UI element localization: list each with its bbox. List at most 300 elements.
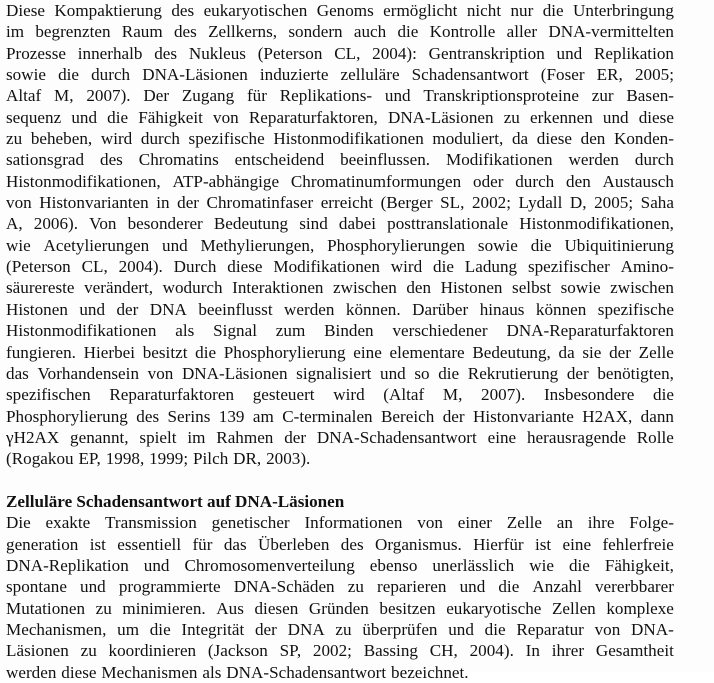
text-line — [6, 384, 674, 405]
text-line — [6, 43, 674, 64]
text-line — [6, 576, 674, 597]
word: minimieren. — [122, 598, 206, 618]
word: 2007). — [86, 86, 131, 106]
word: Schadensantwort — [411, 65, 529, 85]
word: von — [6, 193, 32, 213]
word: besitzen — [379, 598, 436, 618]
word: (Foser — [540, 65, 585, 85]
word: DR, — [233, 449, 262, 469]
word: posttranslationale — [387, 214, 509, 234]
word: A, — [6, 214, 23, 234]
text-line — [6, 534, 674, 555]
word: diese — [536, 129, 572, 149]
word: Acetylierungen — [43, 235, 150, 255]
word: 1998, — [105, 449, 145, 469]
word: eukaryotische — [446, 598, 542, 618]
word: Altaf — [6, 86, 42, 106]
word: Zugang — [181, 86, 235, 106]
word: die — [568, 555, 590, 575]
word: Histonmodifikationen — [273, 129, 424, 149]
word: Chromatinumformungen — [290, 171, 462, 191]
word: generation — [6, 534, 79, 554]
word: Kontrolle — [429, 22, 496, 42]
text-line — [6, 512, 674, 533]
word: ihre — [587, 513, 615, 533]
word: Lydall — [518, 193, 563, 213]
word: Reparaturfaktoren — [109, 385, 235, 405]
text-line — [6, 363, 674, 384]
word: DNA-vermittelten — [548, 22, 674, 42]
word: 2004). — [118, 257, 163, 277]
word: Histonmodifikationen, — [6, 171, 161, 191]
word: Ladung — [464, 257, 518, 277]
text-line — [6, 256, 674, 277]
word: als — [202, 662, 222, 682]
word: Insbesondere — [543, 385, 635, 405]
word: zu — [95, 598, 112, 618]
word: (Peterson — [257, 43, 323, 63]
word: Replikation — [594, 43, 674, 63]
word: Bassing — [363, 641, 418, 661]
word: Unterbringung — [573, 1, 674, 20]
word: an — [556, 513, 573, 533]
word: und — [459, 577, 486, 597]
word: die — [58, 65, 80, 85]
word: DNA — [149, 299, 187, 319]
word: Pilch — [193, 449, 229, 469]
word: Phosphorylierungen — [327, 235, 466, 255]
word: 2007). — [481, 385, 526, 405]
word: diese — [61, 662, 97, 682]
word: (Berger — [380, 193, 433, 213]
word: Interaktionen — [232, 278, 324, 298]
word: sowie — [560, 278, 601, 298]
word: für — [192, 534, 213, 554]
text-line — [6, 299, 674, 320]
word: und — [162, 235, 188, 255]
word: spontane — [6, 577, 67, 597]
word: Methylierungen, — [200, 235, 315, 255]
word: durch — [91, 65, 131, 85]
word: überprüfen — [362, 619, 438, 639]
word: um — [117, 619, 140, 639]
word: beeinflusst — [198, 299, 273, 319]
word: sondern — [288, 22, 343, 42]
word: exakte — [45, 513, 91, 533]
word: DNA — [287, 619, 325, 639]
word: des — [154, 43, 178, 63]
word: 2002; — [471, 193, 512, 213]
word: Von — [89, 214, 117, 234]
word: aller — [506, 22, 538, 42]
word: von — [594, 619, 621, 639]
word: Reparatur — [516, 619, 584, 639]
word: M, — [442, 385, 463, 405]
word: und — [384, 86, 411, 106]
paragraph-dna-damage-response — [6, 512, 674, 683]
word: die — [195, 342, 217, 362]
word: Hierfür — [473, 534, 524, 554]
text-column — [6, 0, 674, 683]
word: beheben, — [30, 129, 93, 149]
text-line — [6, 555, 674, 576]
word: Modifikationen — [445, 150, 553, 170]
word: Phosphorylierung — [223, 342, 346, 362]
text-line — [6, 107, 674, 128]
word: spezifische — [597, 299, 674, 319]
word: Histonen — [6, 299, 68, 319]
word: diese — [638, 107, 674, 127]
word: sind — [299, 214, 328, 234]
word: begrenzten — [35, 22, 111, 42]
word: Zellkerns, — [208, 22, 278, 42]
word: fehlerfreie — [602, 534, 674, 554]
word: das — [223, 534, 247, 554]
word: Basen- — [626, 86, 674, 106]
word: Läsionen — [6, 641, 69, 661]
word: programmierte — [118, 577, 221, 597]
word: Histonvariante — [472, 406, 574, 426]
word: zwischen — [333, 278, 397, 298]
word: 2006). — [33, 214, 79, 234]
word: Histonmodifikationen, — [519, 214, 674, 234]
word: von — [417, 513, 443, 533]
word: erreicht — [320, 193, 374, 213]
word: der — [442, 406, 465, 426]
word: eine — [487, 427, 517, 447]
word: in — [156, 193, 170, 213]
word: verändert, — [84, 278, 154, 298]
word: unerlässlich — [432, 555, 515, 575]
word: werden — [568, 150, 619, 170]
word: so — [414, 363, 430, 383]
word: Gesamtheit — [595, 641, 674, 661]
word: Serins — [167, 406, 211, 426]
word: zur — [591, 86, 614, 106]
word: moduliert, — [432, 129, 504, 149]
word: 2003). — [266, 449, 311, 469]
word: Bedeutung — [213, 214, 289, 234]
word: beeinflussen. — [340, 150, 431, 170]
word: Modifikationen — [273, 257, 380, 277]
word: wodurch — [162, 278, 223, 298]
word: signalisiert — [296, 363, 372, 383]
word: für — [246, 86, 267, 106]
word: selbst — [512, 278, 552, 298]
word: bezeichnet. — [391, 662, 469, 682]
word: elementare — [389, 342, 465, 362]
word: Mechanismen, — [6, 619, 107, 639]
word: wie — [529, 555, 554, 575]
word: Genoms — [316, 1, 374, 20]
word: Vorhandensein — [37, 363, 140, 383]
word: spielt — [139, 427, 177, 447]
word: Konden- — [614, 129, 674, 149]
word: gesteuert — [252, 385, 315, 405]
word: Histonmodifikationen — [6, 321, 157, 341]
word: DNA-Läsionen — [387, 107, 494, 127]
text-line — [6, 0, 674, 21]
word: Rahmen — [216, 427, 274, 447]
word: entscheidend — [234, 150, 325, 170]
word: CH, — [429, 641, 458, 661]
word: Austausch — [602, 171, 674, 191]
word: Der — [143, 86, 170, 106]
word: Reparaturfaktoren, — [248, 107, 378, 127]
word: eukaryotischen — [203, 1, 308, 20]
paragraph-chromatin-histone-modifications — [6, 0, 674, 470]
text-line — [6, 85, 674, 106]
word: DNA-Schäden — [233, 577, 335, 597]
word: von — [213, 107, 239, 127]
word: zu — [335, 619, 352, 639]
word: Zelle — [638, 342, 674, 362]
word: sowie — [6, 65, 46, 85]
word: Aus — [216, 598, 244, 618]
word: zum — [275, 321, 306, 341]
word: Nukleus — [188, 43, 246, 63]
word: können. — [345, 299, 401, 319]
word: Die — [6, 513, 31, 533]
word: ATP-abhängige — [172, 171, 280, 191]
text-line — [6, 598, 674, 619]
word: besitzt — [142, 342, 188, 362]
word: Raum — [121, 22, 163, 42]
word: werden — [284, 299, 335, 319]
word: Rolle — [636, 427, 674, 447]
text-line — [6, 662, 674, 683]
word: und — [448, 619, 474, 639]
word: innerhalb — [77, 43, 143, 63]
word: durch — [140, 129, 180, 149]
word: wird — [100, 129, 133, 149]
word: das — [6, 363, 29, 383]
word: zu — [6, 129, 23, 149]
word: sowie — [477, 235, 518, 255]
word: die — [107, 107, 129, 127]
word: SP, — [279, 641, 302, 661]
word: Transmission — [105, 513, 197, 533]
text-line — [6, 640, 674, 661]
word: der — [177, 193, 200, 213]
word: Gründen — [308, 598, 369, 618]
word: den — [566, 171, 591, 191]
word: die — [433, 257, 454, 277]
word: besonderer — [127, 214, 203, 234]
word: 139 — [218, 406, 245, 426]
word: oder — [473, 171, 504, 191]
word: spezifische — [188, 129, 265, 149]
word: von — [147, 363, 174, 383]
word: des — [340, 534, 364, 554]
word: da — [511, 129, 529, 149]
text-line — [6, 427, 674, 448]
word: die — [438, 363, 460, 383]
word: koordinieren — [108, 641, 197, 661]
word: die — [542, 1, 564, 20]
word: diesen — [254, 598, 299, 618]
word: zu — [503, 107, 520, 127]
word: Chromatins — [138, 150, 219, 170]
word: zu — [80, 641, 97, 661]
word: im — [6, 22, 25, 42]
word: ebenso — [369, 555, 418, 575]
word: genannt, — [70, 427, 129, 447]
text-line — [6, 213, 674, 234]
word: wird — [390, 257, 423, 277]
word: DNA-Reparaturfaktoren — [506, 321, 674, 341]
word: dabei — [338, 214, 377, 234]
word: Saha — [640, 193, 674, 213]
word: spezifischen — [6, 385, 91, 405]
word: Organismus. — [374, 534, 462, 554]
word: einer — [457, 513, 493, 533]
word: erkennen — [529, 107, 593, 127]
word: Ubiquitinierung — [564, 235, 674, 255]
word: (Peterson — [6, 257, 71, 277]
word: eine — [562, 534, 592, 554]
word: ist — [89, 534, 106, 554]
text-line — [6, 128, 674, 149]
word: SL, — [440, 193, 465, 213]
text-line — [6, 171, 674, 192]
word: Kompaktierung — [54, 1, 162, 20]
word: des — [173, 22, 197, 42]
word: 2002; — [312, 641, 352, 661]
word: säurereste — [6, 278, 75, 298]
word: verschiedener — [392, 321, 488, 341]
word: nur — [510, 1, 534, 20]
word: die — [653, 385, 674, 405]
text-line — [6, 192, 674, 213]
word: induzierte — [259, 65, 329, 85]
word: Amino- — [620, 257, 674, 277]
word: 2004). — [469, 641, 514, 661]
word: und — [80, 577, 106, 597]
word: komplexe — [606, 598, 674, 618]
text-line — [6, 277, 674, 298]
word: den — [580, 129, 606, 149]
word: Bereich — [381, 406, 435, 426]
text-line — [6, 21, 674, 42]
word: ihrer — [551, 641, 585, 661]
word: Fähigkeit — [138, 107, 203, 127]
word: Transkriptionsproteine — [423, 86, 579, 106]
word: (Jackson — [207, 641, 268, 661]
word: Chromatinfaser — [206, 193, 314, 213]
word: Diese — [6, 1, 46, 20]
word: DNA-Schadensantwort — [226, 662, 387, 682]
text-line — [6, 235, 674, 256]
word: Replikations- — [279, 86, 373, 106]
word: der — [254, 619, 277, 639]
word: des — [100, 150, 123, 170]
word: die — [498, 577, 520, 597]
word: D, — [569, 193, 587, 213]
word: vererbbarer — [594, 577, 674, 597]
word: EP, — [78, 449, 101, 469]
word: DNA-Schadensantwort — [316, 427, 477, 447]
word: hinaus — [479, 299, 525, 319]
word: (Altaf — [383, 385, 425, 405]
word: des — [171, 1, 195, 20]
word: Durch — [173, 257, 217, 277]
word: C-terminalen — [282, 406, 373, 426]
word: Histonvarianten — [39, 193, 149, 213]
word: Zelle — [506, 513, 543, 533]
word: und — [79, 299, 106, 319]
word: Fähigkeit, — [604, 555, 674, 575]
word: die — [149, 619, 171, 639]
word: und — [71, 107, 98, 127]
text-line — [6, 149, 674, 170]
word: Folge- — [629, 513, 674, 533]
word: ER, — [596, 65, 623, 85]
word: Chromosomenverteilung — [184, 555, 355, 575]
word: genetischer — [211, 513, 290, 533]
word: Gentranskription — [428, 43, 545, 63]
word: CL, — [334, 43, 361, 63]
paragraph-spacer — [6, 470, 674, 491]
word: da — [558, 342, 575, 362]
word: den — [406, 278, 432, 298]
word: am — [252, 406, 274, 426]
word: herausragende — [526, 427, 626, 447]
word: Überleben — [258, 534, 330, 554]
word: und — [380, 363, 406, 383]
word: im — [187, 427, 206, 447]
word: (Rogakou — [6, 449, 74, 469]
word: Signal — [213, 321, 257, 341]
word: Mutationen — [6, 598, 86, 618]
word: H2AX, — [582, 406, 633, 426]
word: CL, — [81, 257, 108, 277]
word: zwischen — [610, 278, 674, 298]
word: die — [397, 22, 419, 42]
section-heading-zellulaere-schadensantwort: Zelluläre Schadensantwort auf DNA-Läsionen — [6, 491, 345, 511]
word: spezifischer — [527, 257, 610, 277]
word: eine — [353, 342, 382, 362]
word: nicht — [466, 1, 502, 20]
word: Zellen — [551, 598, 596, 618]
word: In — [525, 641, 540, 661]
word: DNA- — [631, 619, 674, 639]
word: sationsgrad — [6, 150, 85, 170]
word: der — [609, 342, 631, 362]
word: Rekrutierung — [467, 363, 559, 383]
word: ermöglicht — [383, 1, 458, 20]
word: der — [284, 427, 307, 447]
word: durch — [515, 171, 555, 191]
word: die — [484, 619, 506, 639]
word: Informationen — [304, 513, 403, 533]
word: und — [602, 107, 629, 127]
word: werden — [6, 662, 57, 682]
text-line — [6, 619, 674, 640]
word: fungieren. — [6, 342, 76, 362]
word: DNA-Replikation — [6, 555, 129, 575]
text-line — [6, 448, 674, 469]
word: M, — [54, 86, 74, 106]
word: DNA-Läsionen — [142, 65, 248, 85]
word: Bedeutung, — [472, 342, 551, 362]
word: Mechanismen — [101, 662, 198, 682]
word: sie — [582, 342, 602, 362]
text-line — [6, 342, 674, 363]
word: Hierbei — [83, 342, 136, 362]
word: benötigten, — [597, 363, 674, 383]
word: Binden — [324, 321, 374, 341]
